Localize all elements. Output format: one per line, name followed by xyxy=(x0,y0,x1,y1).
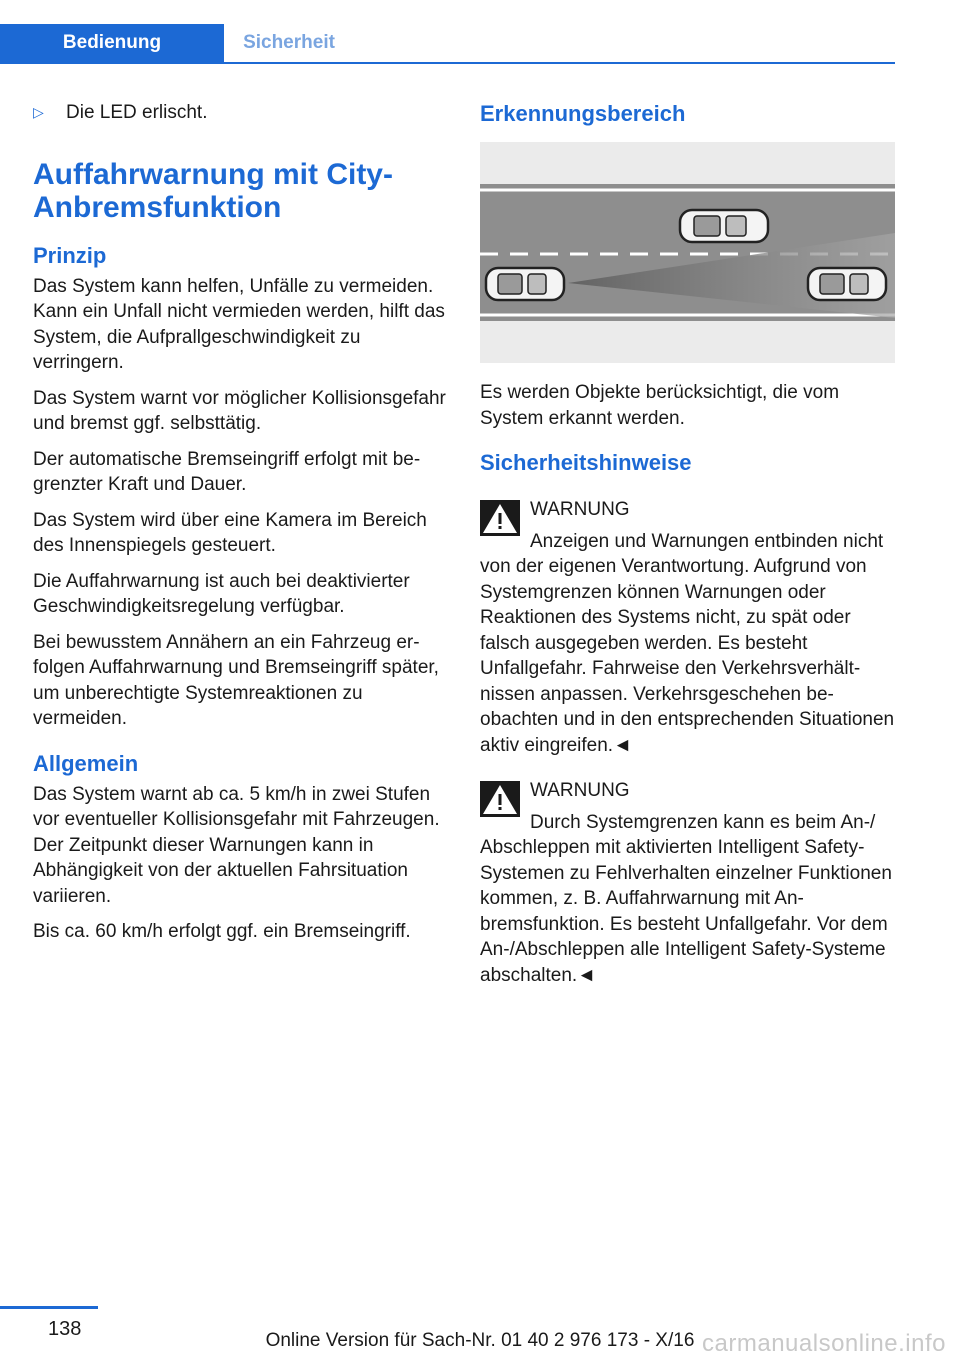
page-number: 138 xyxy=(48,1318,82,1340)
paragraph: Das System warnt ab ca. 5 km/h in zwei Stufen vor eventueller Kollisionsgefahr mit Fahrzeugen. Der Zeitpunkt dieser Warnungen kann in Abhängigkeit von der aktuellen Fahrsituation variieren. xyxy=(33,783,440,907)
tab-bedienung[interactable]: Bedienung xyxy=(0,24,224,62)
paragraph: Das System kann helfen, Unfälle zu vermeiden. Kann ein Unfall nicht vermieden werden, hilft das System, die Aufprallgeschwindigkeit zu verringern. xyxy=(33,275,445,373)
car-icon xyxy=(680,210,768,242)
paragraph: Die Auffahrwarnung ist auch bei deaktivierter Geschwindigkeitsregelung verfügbar. xyxy=(33,570,410,617)
warning-box xyxy=(480,778,895,988)
warning-text: Anzeigen und Warnungen entbinden nicht von der eigenen Verantwortung. Aufgrund von Systemgrenzen können Warnungen oder Reaktionen des Systems nicht, zu spät oder falsch ausgegeben werden. Es besteht Unfallgefahr. Fahrweise den Verkehrsverhältnissen anpassen. Verkehrsgeschehen beobachten und in den entsprechenden Situationen aktiv eingreifen.◄ xyxy=(480,530,895,756)
footer-rule xyxy=(0,1306,98,1309)
header-tabbar xyxy=(0,24,895,64)
triangle-bullet-icon: ▷ xyxy=(33,104,44,120)
tab-sicherheit[interactable]: Sicherheit xyxy=(224,24,354,62)
paragraph: Der automatische Bremseingriff erfolgt mit begrenzter Kraft und Dauer. xyxy=(33,448,421,495)
footer-online-version: Online Version für Sach-Nr. 01 40 2 976 173 - X/16 xyxy=(265,1330,695,1351)
heading-prinzip: Prinzip xyxy=(33,242,107,268)
bullet-text: Die LED erlischt. xyxy=(66,102,208,123)
paragraph: Bei bewusstem Annähern an ein Fahrzeug erfolgen Auffahrwarnung und Bremseingriff später, um unberechtigte Systemreaktionen zu vermeiden. xyxy=(33,631,439,729)
heading-sicherheitshinweise: Sicherheitshinweise xyxy=(480,450,692,475)
section-title: Auffahrwarnung mit City-Anbremsfunktion xyxy=(33,157,393,224)
watermark: carmanualsonline.info xyxy=(702,1330,946,1357)
list-item xyxy=(33,100,448,126)
car-icon xyxy=(486,268,564,300)
warning-text: Durch Systemgrenzen kann es beim An-/ Abschleppen mit aktivierten Intelligent Safety-Systemen zu Fehlverhalten einzelner Funktionen kommen, z. B. Auffahrwarnung mit Anbremsfunktion. Es besteht Unfallgefahr. Vor dem An-/Abschleppen alle Intelligent Safety-Systeme abschalten.◄ xyxy=(480,811,892,986)
detection-range-illustration xyxy=(480,142,895,363)
car-icon xyxy=(808,268,886,300)
warning-icon xyxy=(480,781,520,817)
right-column xyxy=(480,100,895,988)
heading-erkennungsbereich: Erkennungsbereich xyxy=(480,101,686,126)
warning-icon xyxy=(480,500,520,536)
heading-allgemein: Allgemein xyxy=(33,750,139,776)
paragraph: Das System warnt vor möglicher Kollisionsgefahr und bremst ggf. selbsttätig. xyxy=(33,387,446,434)
warning-title: WARNUNG xyxy=(530,780,630,801)
paragraph: Das System wird über eine Kamera im Bereich des Innenspiegels gesteuert. xyxy=(33,509,427,556)
warning-box xyxy=(480,497,895,758)
left-column xyxy=(33,100,448,955)
figure-caption: Es werden Objekte berücksichtigt, die vom System erkannt werden. xyxy=(480,382,840,429)
warning-title: WARNUNG xyxy=(530,499,630,520)
paragraph: Bis ca. 60 km/h erfolgt ggf. ein Bremseingriff. xyxy=(33,921,411,942)
